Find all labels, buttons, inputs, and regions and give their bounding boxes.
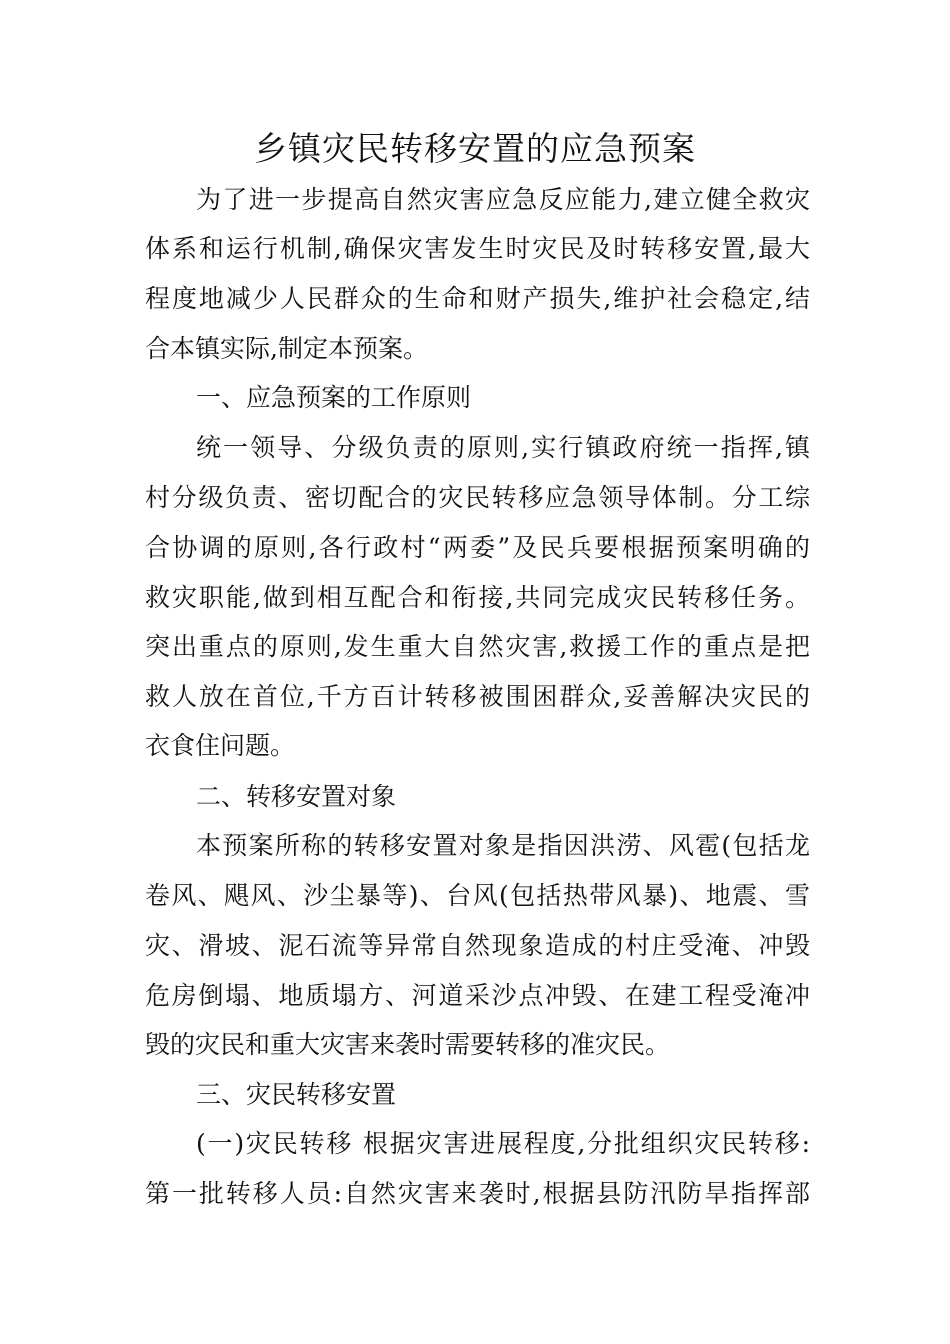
paragraph-line: 村分级负责、密切配合的灾民转移应急领导体制。分工综 — [145, 483, 810, 512]
paragraph-line: 毁的灾民和重大灾害来袭时需要转移的准灾民。 — [145, 1030, 671, 1059]
paragraph-line: 合本镇实际,制定本预案。 — [145, 334, 428, 363]
section-heading: 三、灾民转移安置 — [196, 1080, 397, 1109]
paragraph-line: 合协调的原则,各行政村“两委”及民兵要根据预案明确的 — [145, 533, 810, 562]
section-heading: 二、转移安置对象 — [196, 782, 397, 811]
paragraph-line: 体系和运行机制,确保灾害发生时灾民及时转移安置,最大 — [145, 234, 810, 263]
paragraph-line: 衣食住问题。 — [145, 731, 296, 760]
paragraph-line: 程度地减少人民群众的生命和财产损失,维护社会稳定,结 — [145, 284, 810, 313]
paragraph-line: (一)灾民转移 根据灾害进展程度,分批组织灾民转移: — [196, 1129, 810, 1158]
paragraph-line: 第一批转移人员:自然灾害来袭时,根据县防汛防旱指挥部 — [145, 1179, 810, 1208]
paragraph-line: 灾、滑坡、泥石流等异常自然现象造成的村庄受淹、冲毁 — [145, 931, 810, 960]
document-title: 乡镇灾民转移安置的应急预案 — [254, 129, 696, 168]
section-heading: 一、应急预案的工作原则 — [196, 383, 472, 412]
paragraph-line: 突出重点的原则,发生重大自然灾害,救援工作的重点是把 — [145, 632, 810, 661]
paragraph-line: 危房倒塌、地质塌方、河道采沙点冲毁、在建工程受淹冲 — [145, 981, 810, 1010]
paragraph-line: 为了进一步提高自然灾害应急反应能力,建立健全救灾 — [196, 185, 810, 214]
paragraph-line: 救人放在首位,千方百计转移被围困群众,妥善解决灾民的 — [145, 682, 810, 711]
paragraph-line: 卷风、飓风、沙尘暴等)、台风(包括热带风暴)、地震、雪 — [145, 881, 810, 910]
paragraph-line: 救灾职能,做到相互配合和衔接,共同完成灾民转移任务。 — [145, 583, 810, 612]
paragraph-line: 本预案所称的转移安置对象是指因洪涝、风雹(包括龙 — [196, 831, 810, 860]
paragraph-line: 统一领导、分级负责的原则,实行镇政府统一指挥,镇 — [196, 433, 810, 462]
